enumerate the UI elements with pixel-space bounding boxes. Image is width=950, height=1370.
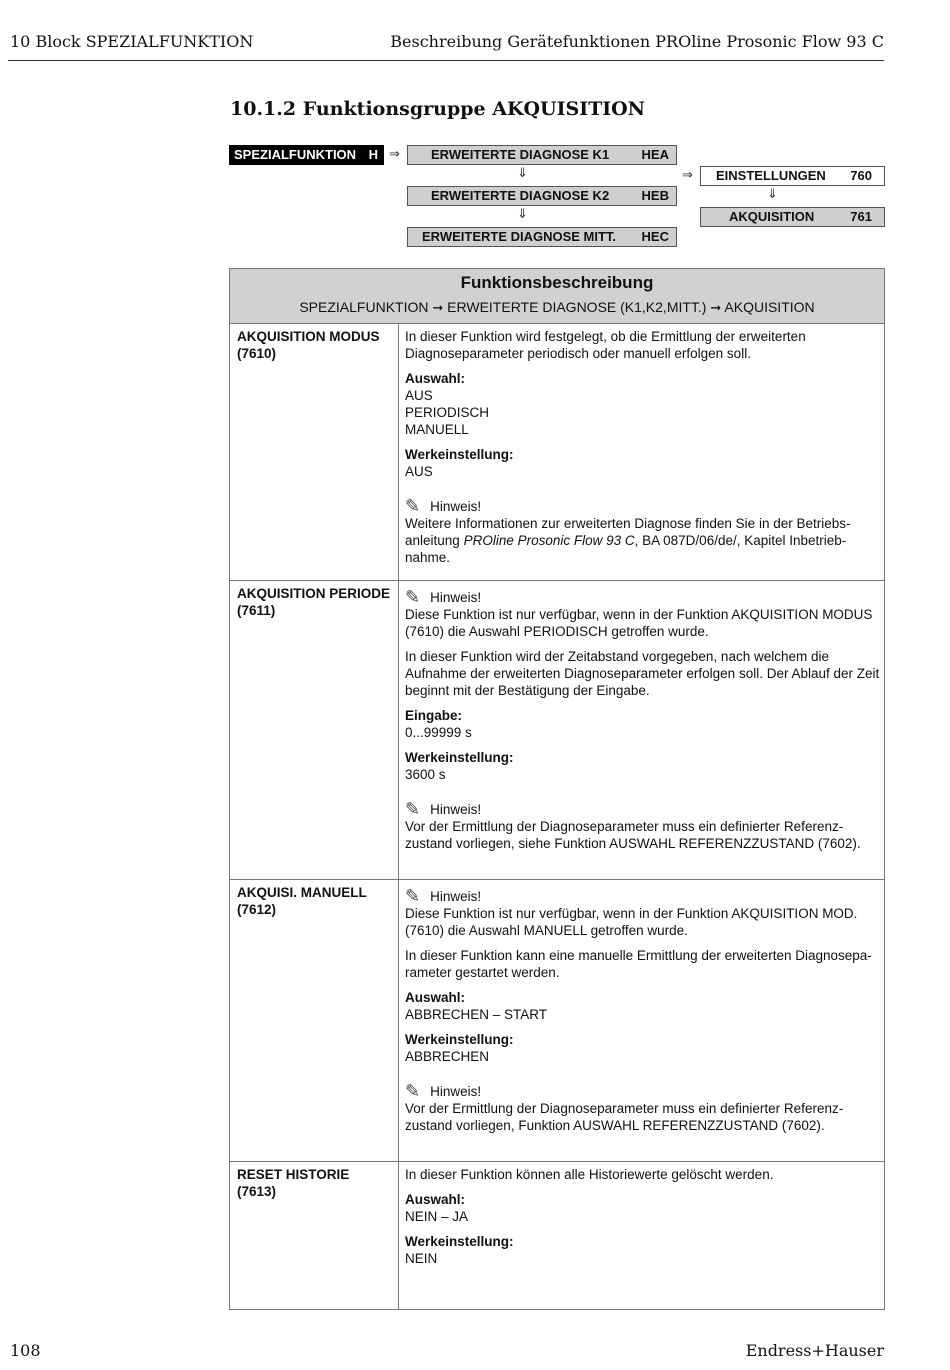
note-header [405,589,881,606]
note-text: Diese Funktion ist nur verfügbar, wenn in der Funktion AKQUISITION MODUS (7610) die Auswahl PERIODISCH getroffen wurde. [405,607,873,639]
pencil-icon: ✎ [405,1081,421,1102]
nav-box-diagnose-k2 [407,186,677,206]
page-number: 108 [10,1341,41,1360]
default-value: AUS [405,464,433,479]
arrow-right-icon: ➞ [710,301,722,316]
nav-box-einstellungen [700,166,885,186]
nav-label: ERWEITERTE DIAGNOSE K1 [431,147,610,162]
table-header [230,269,884,324]
row-divider [230,1161,884,1162]
choice-option: ABBRECHEN – START [405,1007,548,1022]
description-text: In dieser Funktion kann eine manuelle Ermittlung der erweiterten Diagnosepa-rameter gestartet werden. [405,948,872,980]
nav-code: 761 [850,209,872,224]
function-code: (7611) [237,603,276,618]
function-description [405,888,881,1134]
nav-label: SPEZIALFUNKTION [234,147,357,162]
path-part: SPEZIALFUNKTION [299,299,429,315]
nav-code: HEA [641,147,669,162]
note-text: Weitere Informationen zur erweiterten Diagnose finden Sie in der Betriebs-anleitung PROline Prosonic Flow 93 C, BA 087D/06/de/, Kapitel Inbetrieb-nahme. [405,516,851,565]
note-text: Vor der Ermittlung der Diagnoseparameter muss ein definierter Referenz-zustand vorliegen, Funktion AUSWAHL REFERENZZUSTAND (7602). [405,1101,844,1133]
pencil-icon: ✎ [405,587,421,608]
nav-box-diagnose-k1 [407,145,677,165]
pencil-icon: ✎ [405,496,421,517]
path-part: AKQUISITION [724,299,815,315]
nav-code: 760 [850,168,872,183]
arrow-down-icon: ⇓ [517,207,528,222]
note-text: Vor der Ermittlung der Diagnoseparameter muss ein definierter Referenz-zustand vorliegen, siehe Funktion AUSWAHL REFERENZZUSTAND (7602). [405,819,861,851]
function-code: (7610) [237,346,277,361]
arrow-right-icon: ➞ [432,301,444,316]
row-divider [230,580,884,581]
note-label: Hinweis! [430,889,482,904]
nav-code: HEC [641,229,669,244]
function-code: (7612) [237,902,277,917]
table-title: Funktionsbeschreibung [460,273,654,292]
default-value: NEIN [405,1251,438,1266]
choice-option: MANUELL [405,422,469,437]
path-part: ERWEITERTE DIAGNOSE (K1,K2,MITT.) [447,299,707,315]
arrow-down-icon: ⇓ [767,187,778,202]
function-description [405,328,881,566]
running-header-right: Beschreibung Gerätefunktionen PROline Prosonic Flow 93 C [390,32,884,51]
nav-box-akquisition [700,207,885,227]
section-title: 10.1.2 Funktionsgruppe AKQUISITION [230,98,646,120]
nav-label: AKQUISITION [729,209,815,224]
arrow-right-icon: ⇒ [682,168,693,183]
pencil-icon: ✎ [405,886,421,907]
choice-option: NEIN – JA [405,1209,469,1224]
arrow-down-icon: ⇓ [517,166,528,181]
default-label: Werkeinstellung: [405,447,514,462]
function-label: AKQUISI. MANUELL [237,885,367,900]
function-table [229,268,885,1310]
default-label: Werkeinstellung: [405,1234,514,1249]
default-value: ABBRECHEN [405,1049,490,1064]
function-name [237,585,395,619]
default-value: 3600 s [405,767,446,782]
function-description [405,589,881,852]
note-label: Hinweis! [430,802,482,817]
pencil-icon: ✎ [405,799,421,820]
header-rule [8,60,884,61]
nav-code: H [368,147,378,162]
nav-code: HEB [641,188,669,203]
nav-label: ERWEITERTE DIAGNOSE K2 [431,188,610,203]
description-text: In dieser Funktion können alle Historiewerte gelöscht werden. [405,1167,774,1182]
note-text: Diese Funktion ist nur verfügbar, wenn in der Funktion AKQUISITION MOD. (7610) die Auswahl MANUELL getroffen wurde. [405,906,858,938]
choice-option: PERIODISCH [405,405,490,420]
note-header [405,888,881,905]
arrow-right-icon: ⇒ [389,147,400,162]
note-label: Hinweis! [430,1084,482,1099]
default-label: Werkeinstellung: [405,1032,514,1047]
default-label: Werkeinstellung: [405,750,514,765]
row-divider [230,879,884,880]
function-name [237,328,395,362]
description-text: In dieser Funktion wird der Zeitabstand vorgegeben, nach welchem die Aufnahme der erweiterten Diagnoseparameter erfolgen soll. Der Ablauf der Zeit beginnt mit der Bestätigung der Eingabe. [405,649,880,698]
note [405,1083,881,1134]
function-description [405,1166,881,1267]
nav-label: EINSTELLUNGEN [716,168,826,183]
choice-label: Auswahl: [405,1192,466,1207]
nav-box-spezialfunktion [229,145,384,165]
table-path [230,299,884,316]
note-label: Hinweis! [430,590,482,605]
choice-label: Auswahl: [405,990,466,1005]
nav-label: ERWEITERTE DIAGNOSE MITT. [422,229,617,244]
function-name [237,884,395,918]
nav-box-diagnose-mitt [407,227,677,247]
function-label: RESET HISTORIE [237,1167,350,1182]
choice-option: AUS [405,388,433,403]
note [405,801,881,852]
function-name [237,1166,395,1200]
note [405,498,881,566]
input-range: 0...99999 s [405,725,472,740]
function-code: (7613) [237,1184,277,1199]
brand-logo: Endress+Hauser [745,1341,884,1360]
function-label: AKQUISITION PERIODE [237,586,391,601]
input-label: Eingabe: [405,708,463,723]
function-label: AKQUISITION MODUS [237,329,380,344]
note-label: Hinweis! [430,499,482,514]
running-header-left: 10 Block SPEZIALFUNKTION [10,32,254,51]
description-text: In dieser Funktion wird festgelegt, ob die Ermittlung der erweiterten Diagnoseparameter periodisch oder manuell erfolgen soll. [405,329,806,361]
choice-label: Auswahl: [405,371,466,386]
